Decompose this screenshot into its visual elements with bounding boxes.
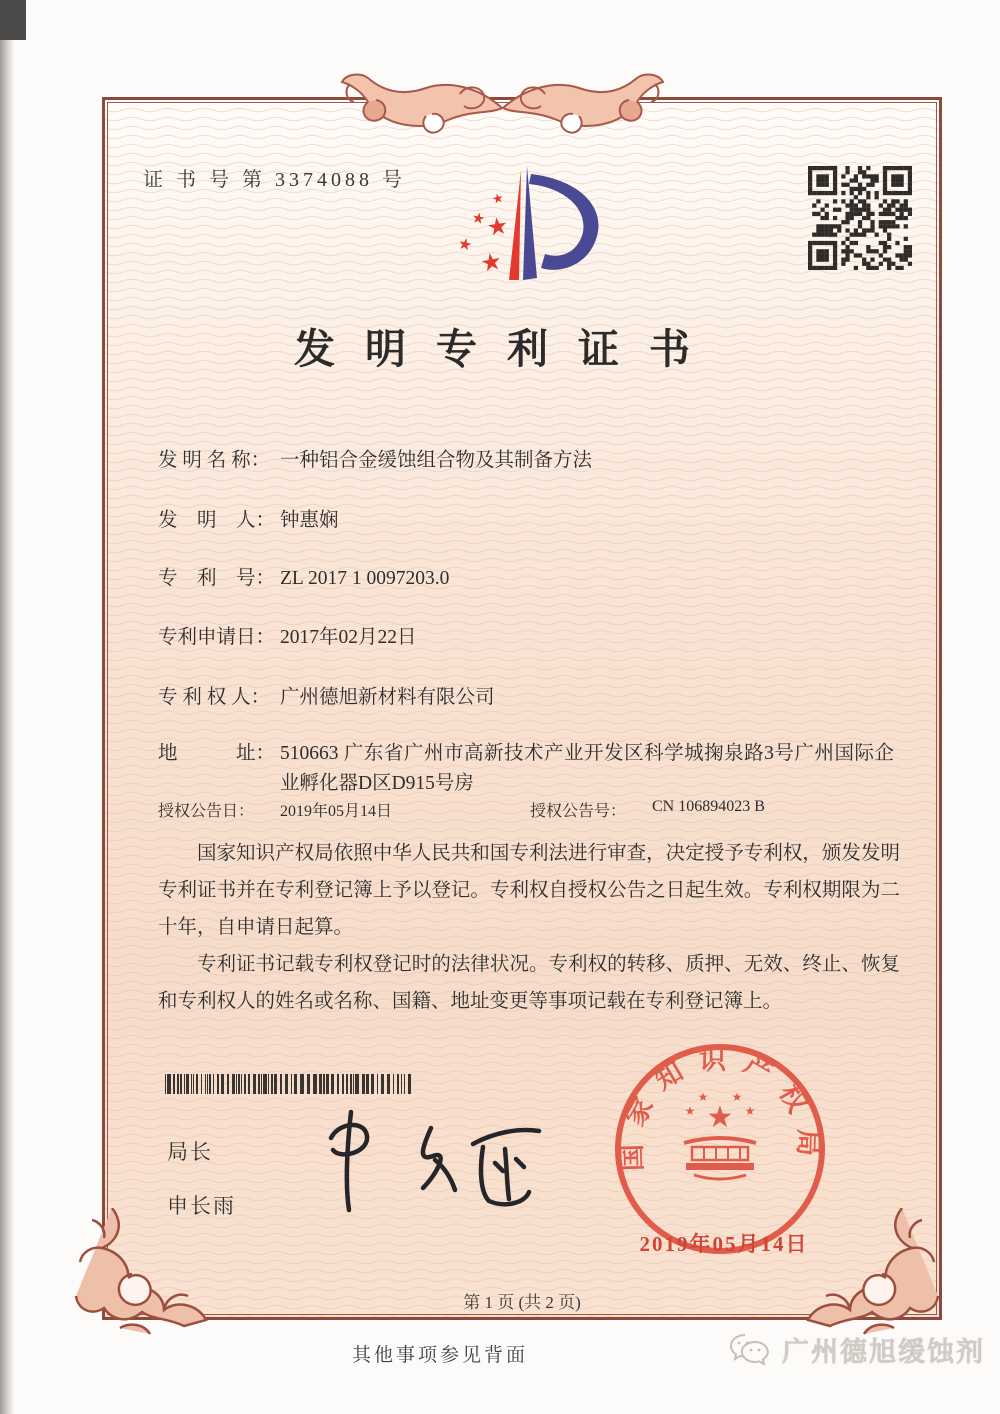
svg-text:★: ★: [744, 1104, 756, 1118]
certificate-number: 证 书 号 第 3374088 号: [143, 169, 406, 191]
field-value: 钟惠娴: [280, 510, 339, 531]
seal-ring-text: 国家知识产权局: [616, 1044, 824, 1172]
svg-text:★: ★: [490, 190, 506, 208]
barcode: [165, 1074, 413, 1094]
certificate-content: [105, 100, 939, 1317]
field-label: 授权公告号：: [530, 803, 627, 820]
scan-corner-artifact: [0, 0, 26, 40]
svg-text:★: ★: [484, 211, 511, 242]
certificate-title: 发明专利证书: [294, 326, 720, 372]
field-value: 2017年02月22日: [280, 627, 417, 648]
logo-p-mark: [509, 166, 599, 280]
field-value: 一种铝合金缓蚀组合物及其制备方法: [280, 450, 593, 471]
field-value: CN 106894023 B: [652, 798, 765, 815]
footer-note: 其他事项参见背面: [351, 1345, 528, 1366]
field-label: 发 明 人：: [158, 510, 276, 531]
field-value: 2019年05月14日: [280, 803, 393, 820]
certificate-frame: [102, 97, 942, 1320]
svg-text:★: ★: [697, 1090, 709, 1104]
field-value: ZL 2017 1 0097203.0: [280, 568, 450, 589]
legal-text: [158, 835, 900, 1020]
field-filing-date: [158, 623, 417, 653]
svg-text:★: ★: [478, 246, 505, 278]
field-label: 地 址：: [158, 743, 276, 764]
wechat-icon: [728, 1331, 774, 1369]
field-address: [158, 739, 894, 799]
field-label: 专利申请日：: [158, 627, 276, 648]
handwritten-signature: [303, 1100, 553, 1220]
bottom-left-flourish-ornament: [72, 1208, 272, 1358]
field-patentee: [158, 683, 495, 713]
svg-text:★: ★: [706, 1100, 734, 1135]
field-patent-number: [158, 564, 449, 594]
svg-text:★: ★: [731, 1090, 743, 1104]
seal-date: 2019年05月14日: [639, 1232, 809, 1256]
signer-name: 申长雨: [167, 1194, 236, 1218]
field-grant-number: [530, 798, 765, 821]
logo-stars: [456, 191, 510, 278]
field-grant-date: [158, 798, 530, 821]
field-grant-line: [158, 798, 918, 821]
field-value: 510663 广东省广州市高新技术产业开发区科学城掬泉路3号广州国际企业孵化器D区D915号房: [280, 743, 894, 794]
field-value: 广州德旭新材料有限公司: [280, 687, 495, 708]
top-flourish-ornament: [330, 70, 675, 148]
field-invention-name: [158, 446, 592, 476]
field-label: 授权公告日：: [158, 803, 255, 820]
legal-paragraph-1: 国家知识产权局依照中华人民共和国专利法进行审查，决定授予专利权，颁发发明专利证书并在专利登记簿上予以登记。专利权自授权公告之日起生效。专利权期限为二十年，自申请日起算。: [158, 843, 900, 938]
svg-text:★: ★: [684, 1104, 696, 1118]
page-number: 第 1 页 (共 2 页): [463, 1293, 581, 1312]
field-label: 发 明 名 称：: [158, 450, 271, 471]
cnipa-logo: [435, 152, 615, 288]
scan-edge-artifact: [0, 0, 14, 1414]
field-label: 专 利 号：: [158, 568, 276, 589]
watermark-text: 广州德旭缓蚀剂: [782, 1337, 985, 1367]
legal-paragraph-2: 专利证书记载专利权登记时的法律状况。专利权的转移、质押、无效、终止、恢复和专利权人的姓名或名称、国籍、地址变更等事项记载在专利登记簿上。: [158, 954, 900, 1012]
svg-text:★: ★: [470, 208, 487, 229]
qr-code: [808, 166, 912, 270]
signer-title: 局长: [167, 1140, 213, 1164]
wechat-watermark: [728, 1330, 985, 1369]
svg-text:★: ★: [456, 233, 475, 255]
national-emblem: [684, 1090, 756, 1179]
field-label: 专 利 权 人：: [158, 687, 271, 708]
field-inventor: [158, 506, 339, 536]
